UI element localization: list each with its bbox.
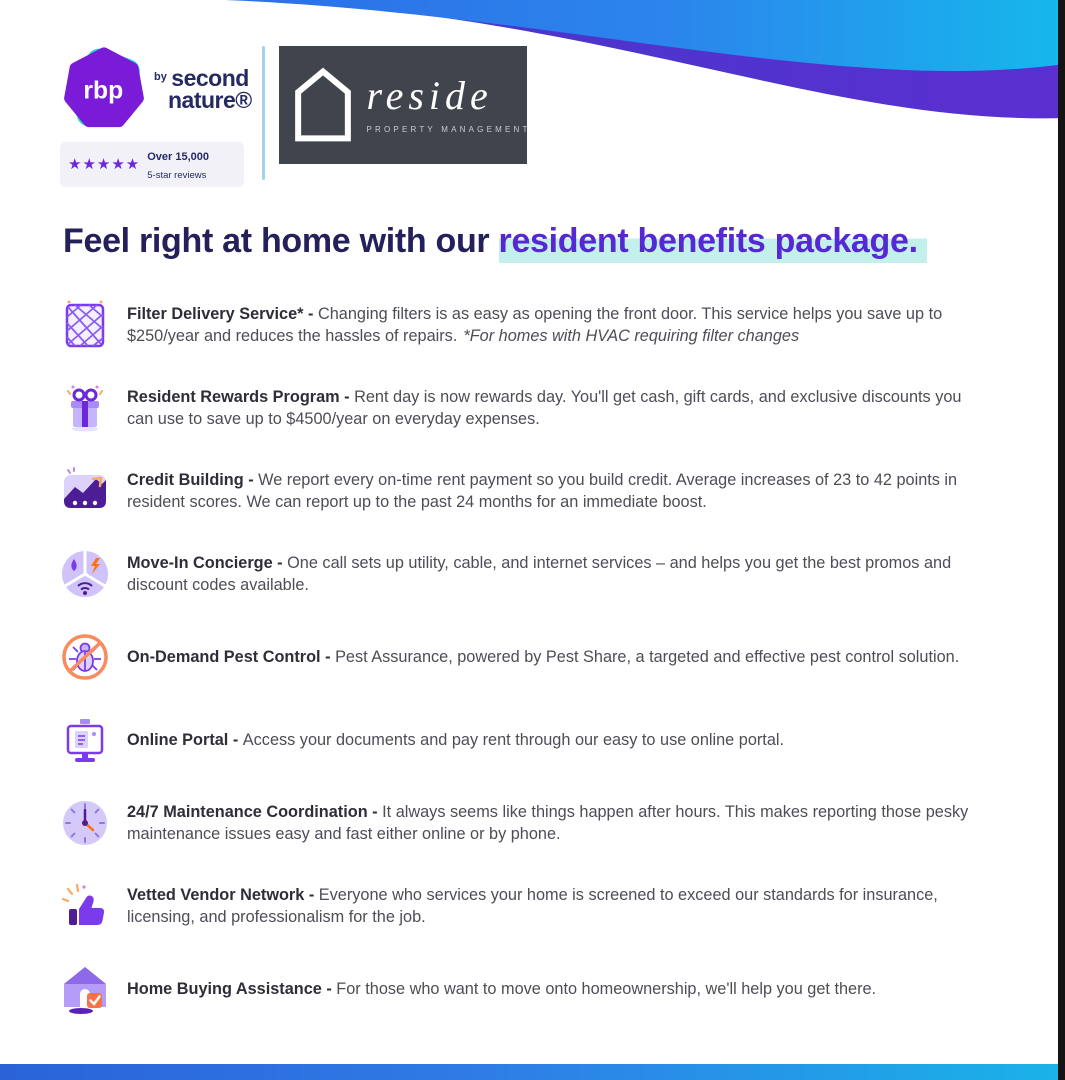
benefit-separator: - xyxy=(321,979,337,998)
benefit-separator: - xyxy=(320,647,336,666)
benefit-title: Filter Delivery Service* xyxy=(127,304,304,323)
benefit-row xyxy=(60,466,1005,516)
benefit-description: Everyone who services your home is screened to exceed our standards for insurance, licensing, and professionalism for the job. xyxy=(127,885,938,926)
filter-icon xyxy=(60,300,110,350)
benefit-description: Pest Assurance, powered by Pest Share, a targeted and effective pest control solution. xyxy=(335,647,960,666)
benefit-row xyxy=(60,300,1005,350)
benefit-footnote: *For homes with HVAC requiring filter changes xyxy=(463,327,800,345)
benefit-title: Move-In Concierge xyxy=(127,553,273,572)
no-pest-icon xyxy=(60,632,110,682)
benefit-description: Changing filters is as easy as opening the front door. This service helps you save up to $250/year and reduces the hassles of repairs. xyxy=(127,304,943,345)
thumbs-up-icon xyxy=(60,881,110,931)
reside-wordmark: reside xyxy=(366,73,493,118)
benefit-description: It always seems like things happen after hours. This makes reporting those pesky maintenance issues easy and fast either online or by phone. xyxy=(127,802,969,843)
benefit-description: One call sets up utility, cable, and internet services – and helps you get the best promos and discount codes available. xyxy=(127,553,952,594)
benefit-row xyxy=(60,798,1005,848)
second-nature-wordmark xyxy=(154,65,252,113)
house-outline-icon xyxy=(293,61,353,149)
benefit-description: Rent day is now rewards day. You'll get cash, gift cards, and exclusive discounts you can use to save up to $4500/year on everyday expenses. xyxy=(127,387,962,428)
svg-text:rbp: rbp xyxy=(83,77,124,105)
benefit-row xyxy=(60,964,1005,1014)
benefit-row xyxy=(60,632,1005,682)
logo-divider xyxy=(262,46,265,180)
benefit-separator: - xyxy=(243,470,259,489)
benefit-row xyxy=(60,549,1005,599)
reside-logo xyxy=(279,46,531,164)
benefit-separator: - xyxy=(367,802,383,821)
benefit-title: Resident Rewards Program xyxy=(127,387,340,406)
bottom-swoosh xyxy=(0,1064,1065,1080)
benefits-list xyxy=(60,300,1005,1047)
benefit-title: Credit Building xyxy=(127,470,244,489)
by-label: by xyxy=(154,71,167,83)
page-title xyxy=(63,222,927,261)
benefit-title: Online Portal xyxy=(127,730,229,749)
benefit-separator: - xyxy=(304,885,319,904)
benefit-row xyxy=(60,715,1005,765)
credit-chart-icon xyxy=(60,466,110,516)
header xyxy=(60,46,531,187)
benefit-row xyxy=(60,881,1005,931)
brand-word-nature: nature® xyxy=(168,86,252,113)
reviews-count: Over 15,000 xyxy=(147,151,210,163)
reviews-badge xyxy=(60,142,244,187)
rbp-logo-icon xyxy=(60,46,148,134)
five-stars-icon: ★★★★★ xyxy=(68,156,141,174)
gift-icon xyxy=(60,383,110,433)
benefit-separator: - xyxy=(272,553,288,572)
screenshot-right-border xyxy=(1058,0,1065,1080)
rbp-brand-block xyxy=(60,46,250,187)
benefit-row xyxy=(60,383,1005,433)
headline-highlight: resident benefits package. xyxy=(499,222,927,263)
brand-word-second: second xyxy=(171,65,249,91)
benefit-title: 24/7 Maintenance Coordination xyxy=(127,802,368,821)
reside-subtitle: PROPERTY MANAGEMENT xyxy=(366,125,531,134)
reviews-caption: 5-star reviews xyxy=(147,169,207,181)
benefit-description: For those who want to move onto homeownership, we'll help you get there. xyxy=(336,979,877,998)
benefit-description: Access your documents and pay rent through our easy to use online portal. xyxy=(242,730,785,749)
headline-prefix: Feel right at home with our xyxy=(63,222,499,260)
clock-icon xyxy=(60,798,110,848)
benefit-separator: - xyxy=(228,730,243,749)
benefit-separator: - xyxy=(339,387,355,406)
benefit-separator: - xyxy=(303,304,318,323)
benefit-title: Home Buying Assistance xyxy=(127,979,322,998)
benefit-description: We report every on-time rent payment so you build credit. Average increases of 23 to 42 points in resident scores. We can report up to the past 24 months for an immediate boost. xyxy=(127,470,958,511)
monitor-icon xyxy=(60,715,110,765)
benefit-title: On-Demand Pest Control xyxy=(127,647,321,666)
house-check-icon xyxy=(60,964,110,1014)
utilities-icon xyxy=(60,549,110,599)
benefit-title: Vetted Vendor Network xyxy=(127,885,305,904)
